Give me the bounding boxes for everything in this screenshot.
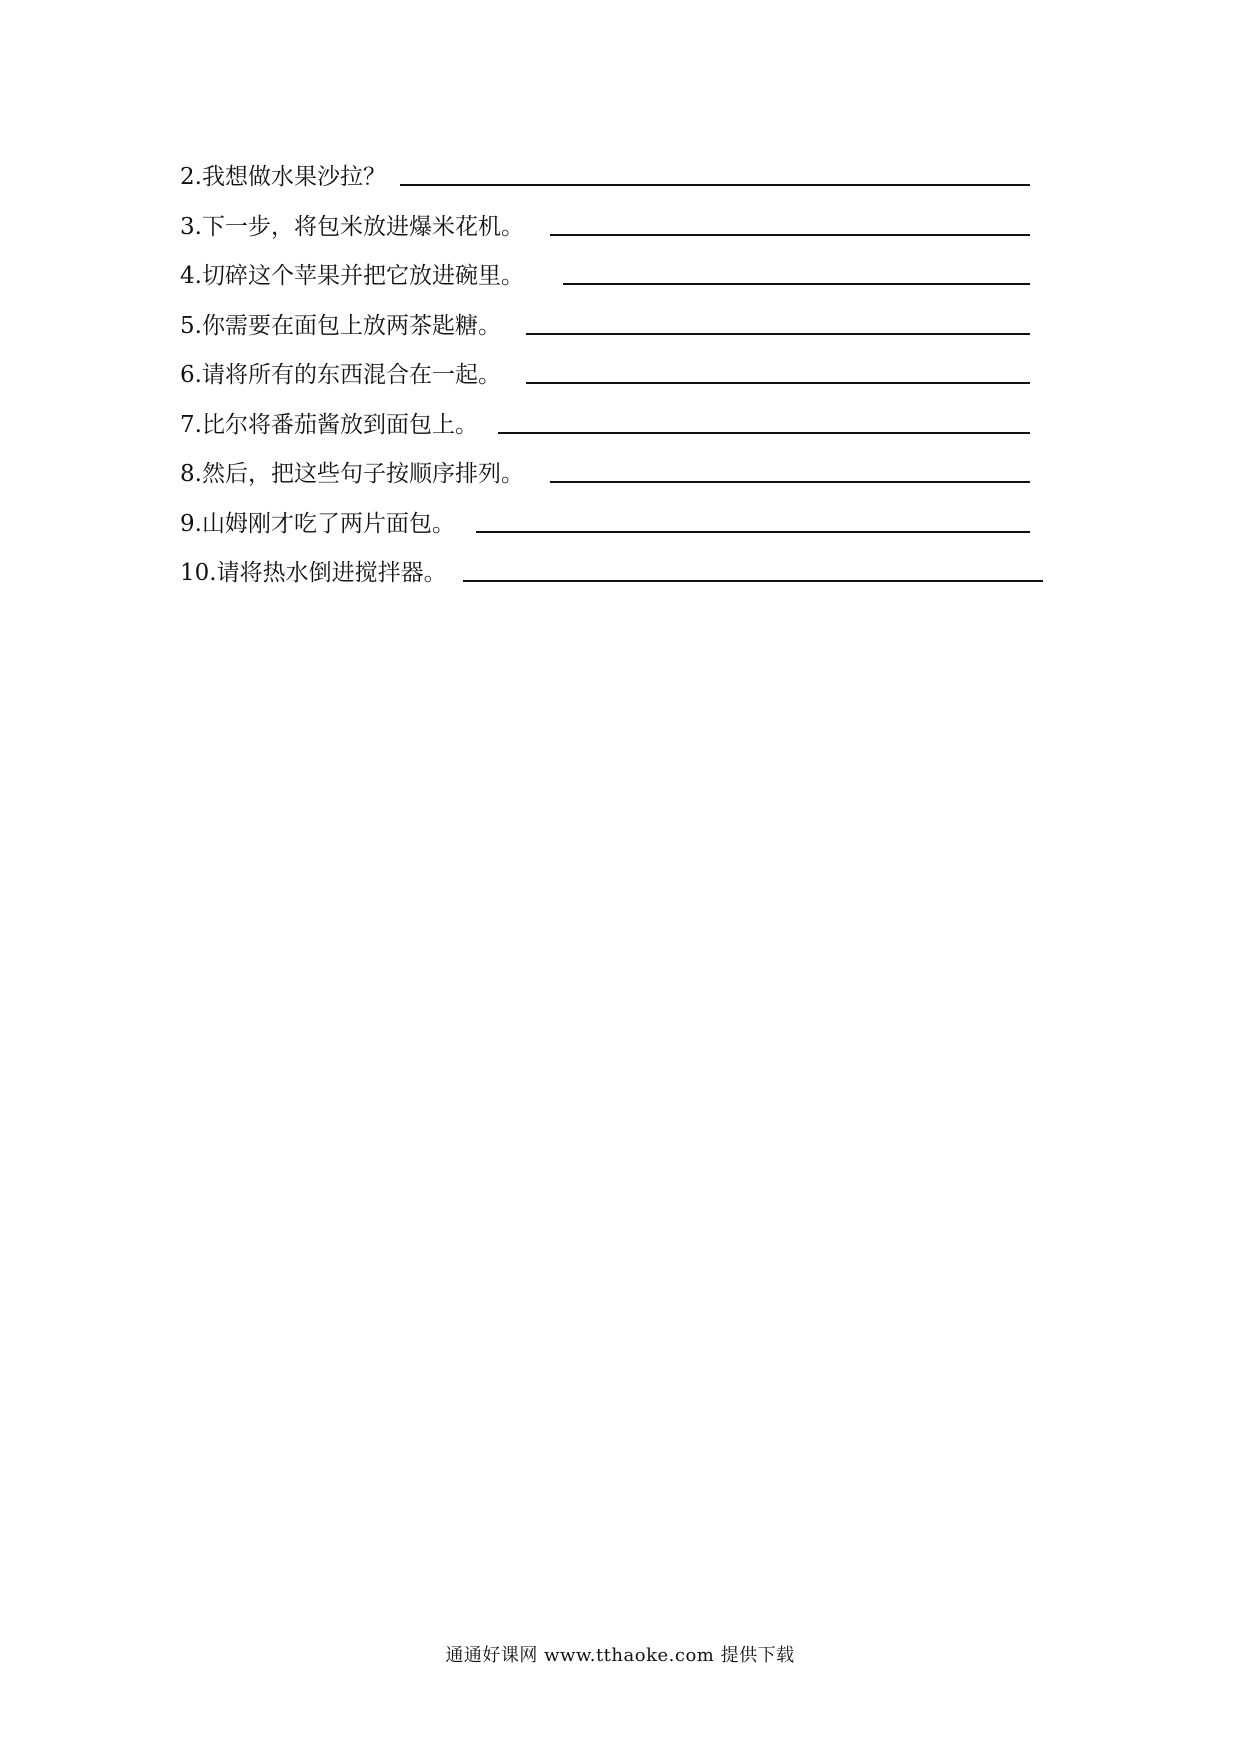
answer-blank[interactable] (550, 234, 1030, 236)
item-text: 7.比尔将番茄酱放到面包上。 (180, 411, 478, 438)
item-text: 4.切碎这个苹果并把它放进碗里。 (180, 263, 524, 289)
answer-blank[interactable] (563, 283, 1030, 285)
sentence-list (180, 156, 1060, 602)
list-item (180, 404, 1060, 454)
answer-blank[interactable] (476, 531, 1030, 533)
footer-credit: 通通好课网 www.tthaoke.com 提供下载 (445, 1645, 795, 1666)
item-text: 5.你需要在面包上放两茶匙糖。 (180, 312, 501, 339)
list-item (180, 503, 1060, 553)
answer-blank[interactable] (498, 432, 1030, 434)
item-text: 10.请将热水倒进搅拌器。 (180, 560, 447, 586)
list-item (180, 156, 1060, 206)
item-text: 3.下一步，将包米放进爆米花机。 (180, 213, 524, 240)
item-text: 2.我想做水果沙拉？ (180, 164, 386, 190)
item-text: 6.请将所有的东西混合在一起。 (180, 362, 501, 388)
list-item (180, 552, 1060, 602)
list-item (180, 206, 1060, 256)
list-item (180, 255, 1060, 305)
list-item (180, 453, 1060, 503)
answer-blank[interactable] (526, 333, 1030, 335)
answer-blank[interactable] (463, 580, 1043, 582)
answer-blank[interactable] (550, 481, 1030, 483)
item-text: 9.山姆刚才吃了两片面包。 (180, 510, 455, 537)
item-text: 8.然后，把这些句子按顺序排列。 (180, 461, 524, 487)
list-item (180, 354, 1060, 404)
list-item (180, 305, 1060, 355)
answer-blank[interactable] (526, 382, 1030, 384)
answer-blank[interactable] (400, 184, 1030, 186)
